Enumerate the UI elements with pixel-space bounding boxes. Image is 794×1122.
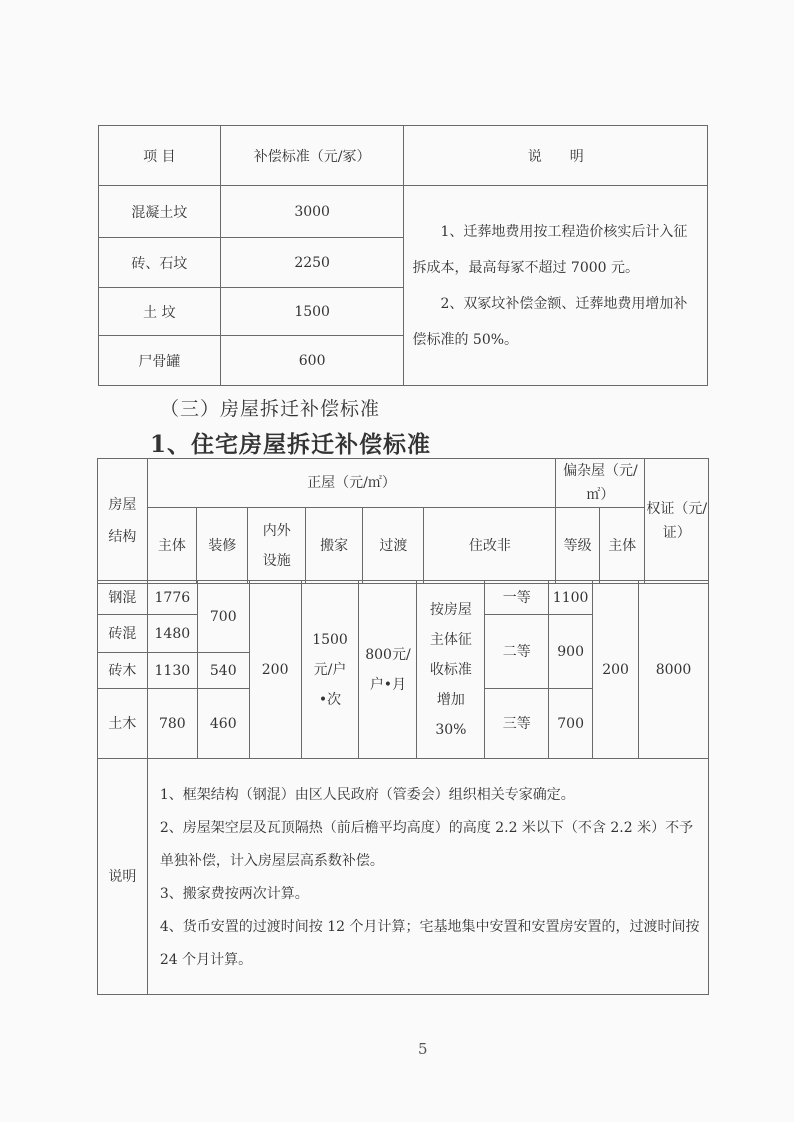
- table-row: [98, 581, 709, 615]
- notes-row: [98, 759, 709, 995]
- side-body-cell: 900: [549, 615, 593, 689]
- subsection-heading: 1、住宅房屋拆迁补偿标准: [150, 431, 432, 458]
- facilities-cell: 200: [249, 581, 301, 759]
- housing-note-2: 2、房屋架空层及瓦顶隔热（前后檐平均高度）的高度 2.2 米以下（不含 2.2 米）不予单独补偿，计入房屋层高系数补偿。: [159, 819, 694, 869]
- item-cell: 尸骨罐: [99, 336, 221, 386]
- tomb-notes: [404, 186, 708, 386]
- structure-cell: 砖混: [98, 615, 148, 653]
- header-notes: 说 明: [404, 126, 708, 186]
- grade-cell: 三等: [485, 689, 549, 759]
- col-res-to-commercial: 住改非: [424, 508, 556, 584]
- header-item: 项 目: [99, 126, 221, 186]
- decoration-cell: 460: [197, 689, 249, 759]
- structure-cell: 砖木: [98, 653, 148, 689]
- item-cell: 砖、石坟: [99, 238, 221, 288]
- body-cell: 780: [147, 689, 197, 759]
- page-number: 5: [418, 1040, 428, 1058]
- col-grade: 等级: [556, 508, 600, 584]
- col-side-body: 主体: [599, 508, 645, 584]
- housing-compensation-table: [97, 458, 709, 584]
- structure-cell: 土木: [98, 689, 148, 759]
- housing-note-3: 3、搬家费按两次计算。: [159, 885, 309, 902]
- body-cell: 1130: [147, 653, 197, 689]
- value-cell: 2250: [220, 238, 404, 288]
- body-cell: 1480: [147, 615, 197, 653]
- transition-cell: 800元/户•月: [359, 581, 417, 759]
- header-row-1: [98, 459, 709, 508]
- item-cell: 混凝土坟: [99, 186, 221, 238]
- value-cell: 600: [220, 336, 404, 386]
- housing-notes: [147, 759, 708, 995]
- col-decoration: 装修: [197, 508, 248, 584]
- grade-cell: 一等: [485, 581, 549, 615]
- header-structure: 房屋结构: [98, 459, 148, 584]
- structure-cell: 钢混: [98, 581, 148, 615]
- side-body-cell: 700: [549, 689, 593, 759]
- res-to-commercial-cell: 按房屋主体征收标准增加30%: [417, 581, 485, 759]
- section-heading: （三）房屋拆迁补偿标准: [160, 398, 381, 420]
- moving-cell: 1500元/户•次: [301, 581, 359, 759]
- shared-decoration-cell: 700: [197, 581, 249, 653]
- col-facilities: 内外设施: [248, 508, 306, 584]
- header-standard: 补偿标准（元/冢）: [220, 126, 404, 186]
- body-cell: 1776: [147, 581, 197, 615]
- col-body: 主体: [147, 508, 196, 584]
- housing-note-1: 1、框架结构（钢混）由区人民政府（管委会）组织相关专家确定。: [159, 786, 575, 803]
- grade-cell: 二等: [485, 615, 549, 689]
- notes-label: 说明: [98, 759, 148, 995]
- tomb-compensation-table: [98, 125, 708, 386]
- header-row-2: [98, 508, 709, 584]
- side-facilities-cell: 200: [593, 581, 639, 759]
- value-cell: 1500: [220, 288, 404, 336]
- certificate-cell: 8000: [639, 581, 709, 759]
- header-certificate: 权证（元/证）: [645, 459, 709, 584]
- col-transition: 过渡: [363, 508, 424, 584]
- tomb-note-2: 2、双冢坟补偿金额、迁葬地费用增加补偿标准的 50%。: [412, 295, 688, 348]
- table-row: [99, 186, 708, 238]
- value-cell: 3000: [220, 186, 404, 238]
- item-cell: 土 坟: [99, 288, 221, 336]
- housing-body-table: [97, 580, 709, 995]
- tomb-note-1: 1、迁葬地费用按工程造价核实后计入征拆成本，最高每冢不超过 7000 元。: [412, 223, 688, 276]
- housing-note-4: 4、货币安置的过渡时间按 12 个月计算；宅基地集中安置和安置房安置的，过渡时间按 24 个月计算。: [159, 918, 700, 968]
- header-side-house: 偏杂屋（元/㎡）: [556, 459, 645, 508]
- decoration-cell: 540: [197, 653, 249, 689]
- table-header-row: [99, 126, 708, 186]
- header-main-house: 正屋（元/㎡）: [147, 459, 556, 508]
- side-body-cell: 1100: [549, 581, 593, 615]
- col-moving: 搬家: [305, 508, 362, 584]
